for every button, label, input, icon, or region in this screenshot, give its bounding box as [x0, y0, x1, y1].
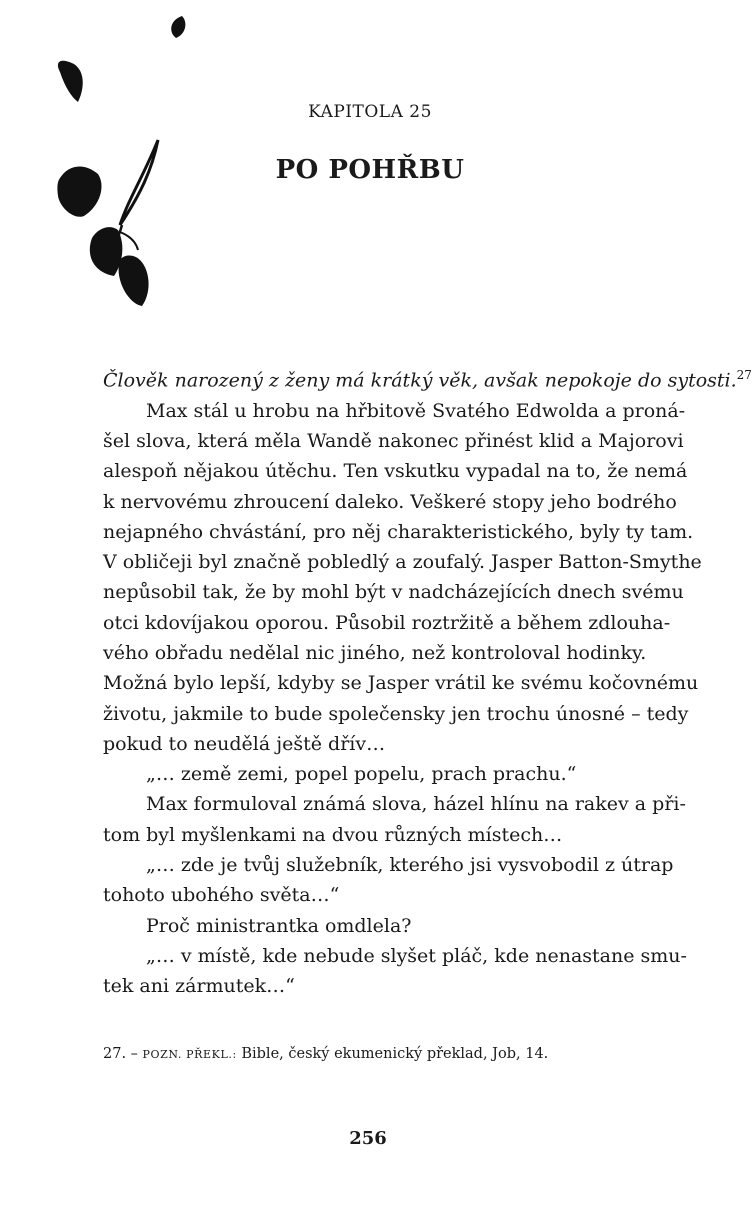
text-line: vého obřadu nedělal nic jiného, než kontroloval hodinky. [103, 642, 647, 664]
footnote-label: POZN. PŘEKL.: [142, 1048, 237, 1061]
footnote-reference: 27 [736, 368, 752, 382]
text-line: životu, jakmile to bude společensky jen trochu únosné – tedy [103, 702, 689, 725]
text-line: k nervovému zhroucení daleko. Veškeré stopy jeho bodrého [103, 490, 677, 513]
text-line: tek ani zármutek…“ [103, 975, 295, 998]
body-text [103, 360, 752, 1002]
text-line: tohoto ubohého světa…“ [103, 884, 340, 907]
text-line: Max stál u hrobu na hřbitově Svatého Edwolda a proná- [146, 399, 686, 422]
epigraph [103, 360, 752, 396]
page-number: 256 [349, 1128, 387, 1149]
text-line: Proč ministrantka omdlela? [146, 914, 412, 937]
text-line: tom byl myšlenkami na dvou různých místech… [103, 823, 563, 846]
text-line: „… zde je tvůj služebník, kterého jsi vysvobodil z útrap [146, 854, 674, 877]
text-line: Max formuloval známá slova, házel hlínu na rakev a při- [146, 793, 686, 816]
text-line: šel slova, která měla Wandě nakonec přinést klid a Majorovi [103, 429, 684, 452]
text-line: nepůsobil tak, že by mohl být v nadcházejících dnech svému [103, 581, 684, 604]
text-line: otci kdovíjakou oporou. Působil roztržitě a během zdlouha- [103, 611, 671, 634]
footnote-text: Bible, český ekumenický překlad, Job, 14. [241, 1046, 549, 1062]
text-line: Možná bylo lepší, kdyby se Jasper vrátil ke svému kočovnému [103, 672, 699, 695]
chapter-title: PO POHŘBU [275, 155, 465, 185]
chapter-label: KAPITOLA 25 [308, 102, 432, 122]
text-line: alespoň nějakou útěchu. Ten vskutku vypadal na to, že nemá [103, 460, 688, 483]
text-line: pokud to neudělá ještě dřív… [103, 732, 386, 755]
footnote [103, 1046, 548, 1062]
footnote-number: 27. – [103, 1046, 138, 1062]
text-line: „… v místě, kde nebude slyšet pláč, kde nenastane smu- [146, 944, 687, 967]
text-line: nejapného chvástání, pro něj charakteristického, byly ty tam. [103, 520, 694, 543]
epigraph-text: Člověk narozený z ženy má krátký věk, avšak nepokoje do sytosti. [103, 369, 737, 392]
text-line: „… země zemi, popel popelu, prach prachu.“ [146, 763, 577, 786]
text-line: V obličeji byl značně pobledlý a zoufalý. Jasper Batton-Smythe [103, 551, 702, 574]
